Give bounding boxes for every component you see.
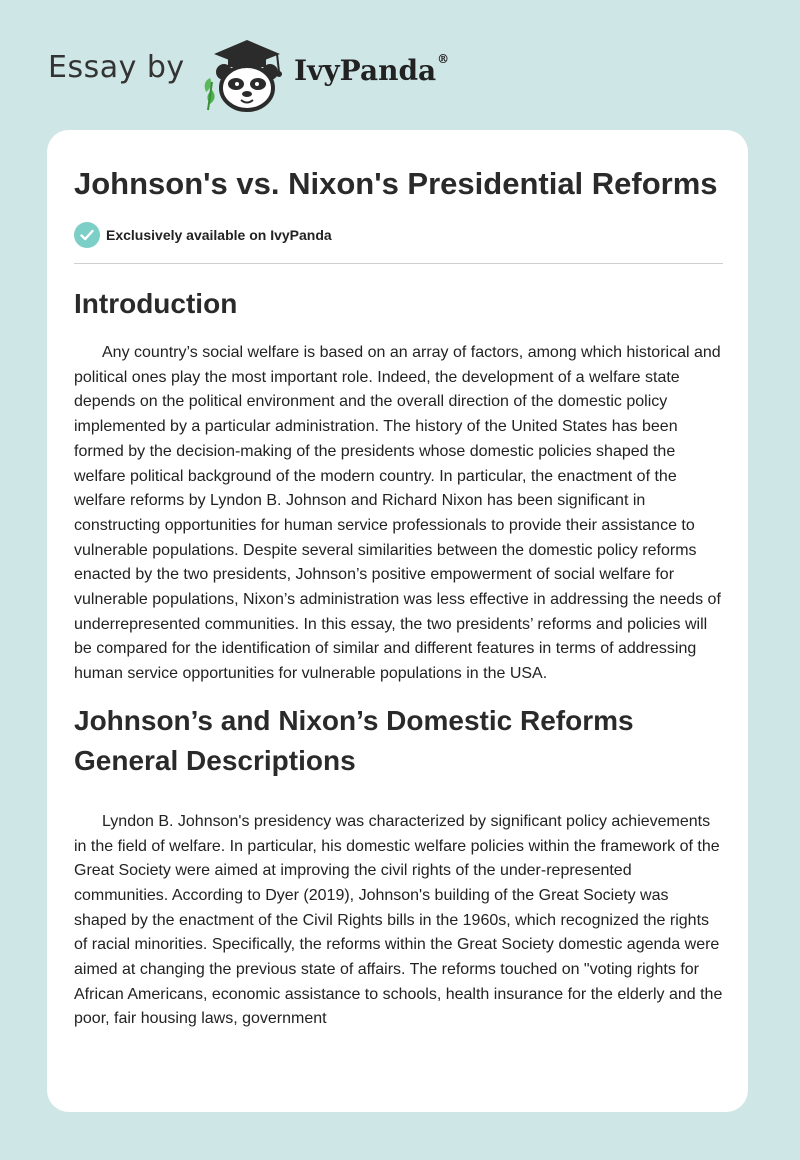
section-heading: Johnson’s and Nixon’s Domestic Reforms General Descriptions xyxy=(74,704,634,776)
ivypanda-logo-icon xyxy=(200,34,290,114)
site-header xyxy=(48,28,548,118)
section-paragraph: Any country’s social welfare is based on an array of factors, among which historical and political ones play the most important role. Indeed, the development of a welfare state depends on the political environment and the overall direction of the domestic policy implemented by a particular administration. The history of the United States has been formed by the decision-making of the presidents whose domestic policies shaped the welfare political background of the modern country. In particular, the enactment of the welfare reforms by Lyndon B. Johnson and Richard Nixon has been significant in constructing opportunities for human service professionals to provide their assistance to vulnerable populations. Despite several similarities between the domestic policy reforms enacted by the two presidents, Johnson’s positive empowerment of social welfare for vulnerable populations, Nixon’s administration was less effective in addressing the needs of underrepresented communities. In this essay, the two presidents’ reforms and policies will be compared for the identification of similar and different features in terms of addressing human service opportunities for vulnerable populations in the USA. xyxy=(74,344,721,683)
essay-card xyxy=(47,130,748,1112)
exclusive-label: Exclusively available on IvyPanda xyxy=(106,227,332,243)
divider xyxy=(74,263,723,264)
essay-by-label: Essay by xyxy=(48,50,185,85)
exclusive-badge xyxy=(74,222,723,248)
section-paragraph: Lyndon B. Johnson's presidency was characterized by significant policy achievements in the field of welfare. In particular, his domestic welfare policies within the framework of the Great Society were aimed at improving the civil rights of the under-represented communities. According to Dyer (2019), Johnson's building of the Great Society was shaped by the enactment of the Civil Rights bills in the 1960s, which recognized the rights of racial minorities. Specifically, the reforms within the Great Society domestic agenda were aimed at changing the previous state of affairs. The reforms touched on "voting rights for African Americans, economic assistance to schools, health insurance for the elderly and the poor, fair housing laws, government xyxy=(74,812,723,1028)
essay-title: Johnson's vs. Nixon's Presidential Reforms xyxy=(74,166,718,201)
brand-name: IvyPanda® xyxy=(294,52,450,87)
section-heading: Introduction xyxy=(74,288,238,319)
checkmark-icon xyxy=(74,222,100,248)
